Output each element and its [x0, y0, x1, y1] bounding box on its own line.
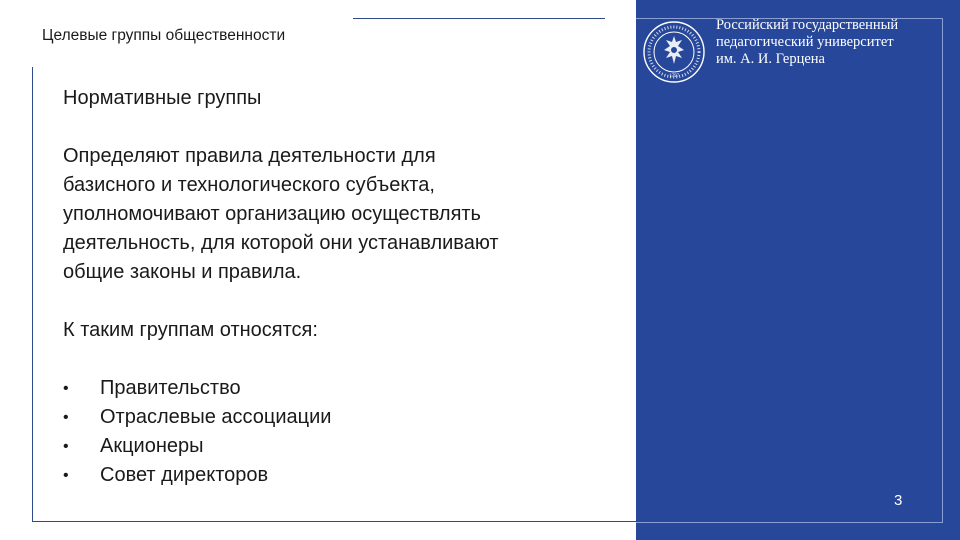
group-list: [63, 374, 623, 490]
description-paragraph: [63, 142, 623, 287]
paragraph-line: базисного и технологического субъекта,: [63, 174, 435, 196]
brand-panel-frame: [636, 18, 943, 523]
page-number: 3: [894, 492, 903, 509]
list-item-label: Акционеры: [100, 435, 204, 457]
bullet-icon: •: [63, 438, 69, 455]
university-name: [716, 17, 898, 68]
list-item-label: Отраслевые ассоциации: [100, 406, 332, 428]
section-heading: Нормативные группы: [63, 87, 262, 109]
list-item: [63, 403, 623, 432]
paragraph-line: общие законы и правила.: [63, 261, 302, 283]
paragraph-line: деятельность, для которой они устанавливают: [63, 232, 499, 254]
university-name-line: им. А. И. Герцена: [716, 51, 825, 67]
list-item-label: Совет директоров: [100, 464, 269, 486]
bullet-icon: •: [63, 467, 69, 484]
university-name-line: Российский государственный: [716, 17, 899, 33]
seal-year: 1797: [669, 74, 679, 79]
bullet-icon: •: [63, 409, 69, 426]
paragraph-line: Определяют правила деятельности для: [63, 145, 436, 167]
slide-body: [63, 84, 623, 490]
list-item-label: Правительство: [100, 377, 241, 399]
slide-header-title: Целевые группы общественности: [42, 27, 286, 44]
list-item: [63, 432, 623, 461]
top-divider: [353, 18, 605, 19]
list-intro: К таким группам относятся:: [63, 319, 318, 341]
university-name-line: педагогический университет: [716, 34, 894, 50]
list-item: [63, 461, 623, 490]
list-item: [63, 374, 623, 403]
paragraph-line: уполномочивают организацию осуществлять: [63, 203, 481, 225]
university-seal-logo: [642, 20, 706, 84]
bullet-icon: •: [63, 380, 69, 397]
